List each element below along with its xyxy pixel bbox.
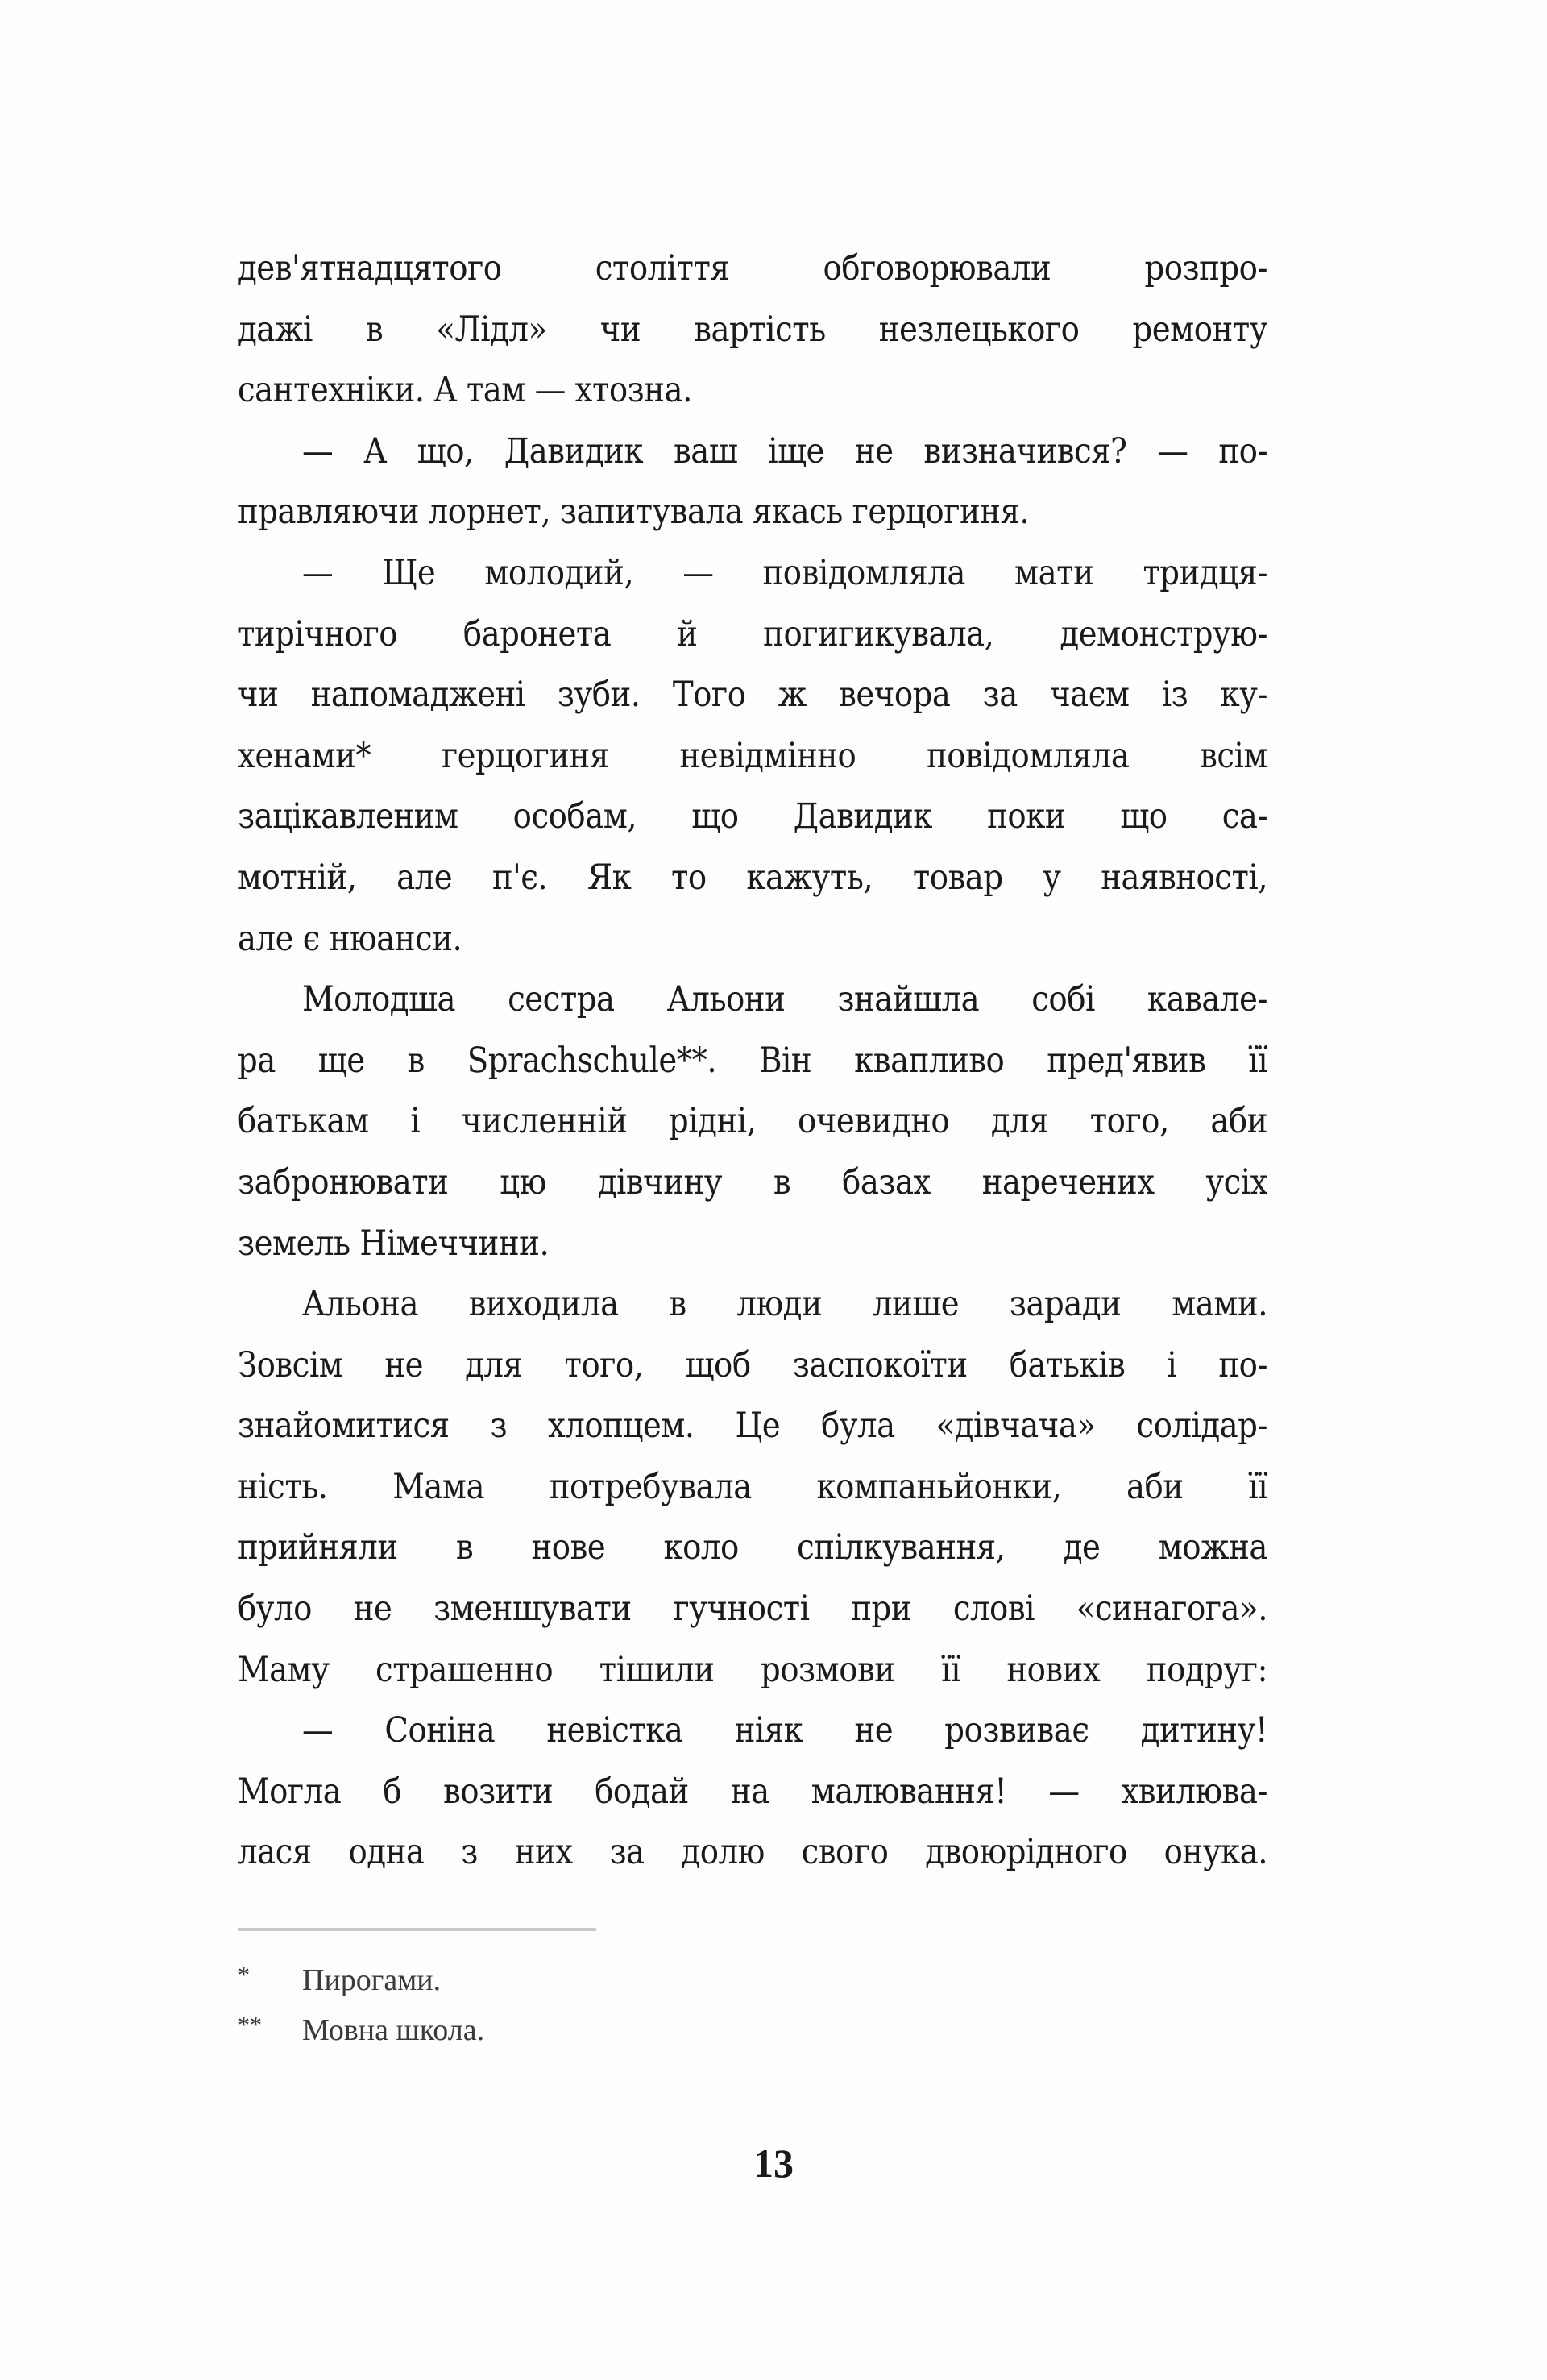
page-number: 13 bbox=[753, 2141, 794, 2186]
text-line: сантехніки. А там — хтозна. bbox=[238, 370, 692, 411]
text-line: Молодша сестра Альони знайшла собі кавале- bbox=[302, 979, 1267, 1020]
text-line: мотній, але п'є. Як то кажуть, товар у наявності, bbox=[238, 857, 1267, 898]
text-line: дажі в «Лідл» чи вартість незлецького ремонту bbox=[238, 309, 1267, 350]
text-line: — А що, Давидик ваш іще не визначився? — по- bbox=[302, 430, 1267, 471]
text-line: ність. Мама потребувала компаньйонки, аби її bbox=[238, 1466, 1267, 1507]
text-line: ра ще в Sprachschule**. Він квапливо пред'явив її bbox=[238, 1040, 1267, 1081]
text-line: — Соніна невістка ніяк не розвиває дитину! bbox=[302, 1710, 1267, 1751]
text-line: батькам і численній рідні, очевидно для того, аби bbox=[238, 1101, 1267, 1142]
text-line: було не зменшувати гучності при слові «синагога». bbox=[238, 1589, 1267, 1630]
footnote-text: Мовна школа. bbox=[302, 2013, 485, 2047]
footnote-divider bbox=[238, 1928, 596, 1931]
footnote-2 bbox=[238, 2005, 882, 2055]
text-line: забронювати цю дівчину в базах наречених усіх bbox=[238, 1161, 1267, 1202]
text-line: хенами* герцогиня невідмінно повідомляла всім bbox=[238, 735, 1267, 776]
text-line: Зовсім не для того, щоб заспокоїти батьків і по- bbox=[238, 1344, 1267, 1385]
footnote-1 bbox=[238, 1955, 882, 2005]
body-text bbox=[238, 239, 1267, 1884]
footnote-text: Пирогами. bbox=[302, 1963, 442, 1997]
footnotes bbox=[238, 1955, 882, 2055]
text-line: земель Німеччини. bbox=[238, 1223, 550, 1264]
text-line: чи напомаджені зуби. Того ж вечора за чаєм із ку- bbox=[238, 675, 1267, 716]
footnote-marker: * bbox=[238, 1962, 250, 1988]
footnote-marker: ** bbox=[238, 2012, 262, 2038]
text-line: дев'ятнадцятого століття обговорювали розпро- bbox=[238, 248, 1267, 289]
text-line: — Ще молодий, — повідомляла мати тридця- bbox=[302, 552, 1267, 593]
text-line: зацікавленим особам, що Давидик поки що са- bbox=[238, 796, 1267, 837]
text-line: Маму страшенно тішили розмови її нових подруг: bbox=[238, 1649, 1267, 1690]
text-line: лася одна з них за долю свого двоюрідного онука. bbox=[238, 1832, 1267, 1873]
text-line: прийняли в нове коло спілкування, де можна bbox=[238, 1527, 1267, 1568]
text-line: тирічного баронета й погигикувала, демонструю- bbox=[238, 613, 1267, 654]
text-line: знайомитися з хлопцем. Це була «дівчача» солідар- bbox=[238, 1406, 1267, 1447]
text-line: але є нюанси. bbox=[238, 918, 462, 959]
text-line: Могла б возити бодай на малювання! — хвилюва- bbox=[238, 1771, 1267, 1812]
text-line: Альона виходила в люди лише заради мами. bbox=[302, 1284, 1267, 1325]
text-line: правляючи лорнет, запитувала якась герцогиня. bbox=[238, 492, 1030, 533]
